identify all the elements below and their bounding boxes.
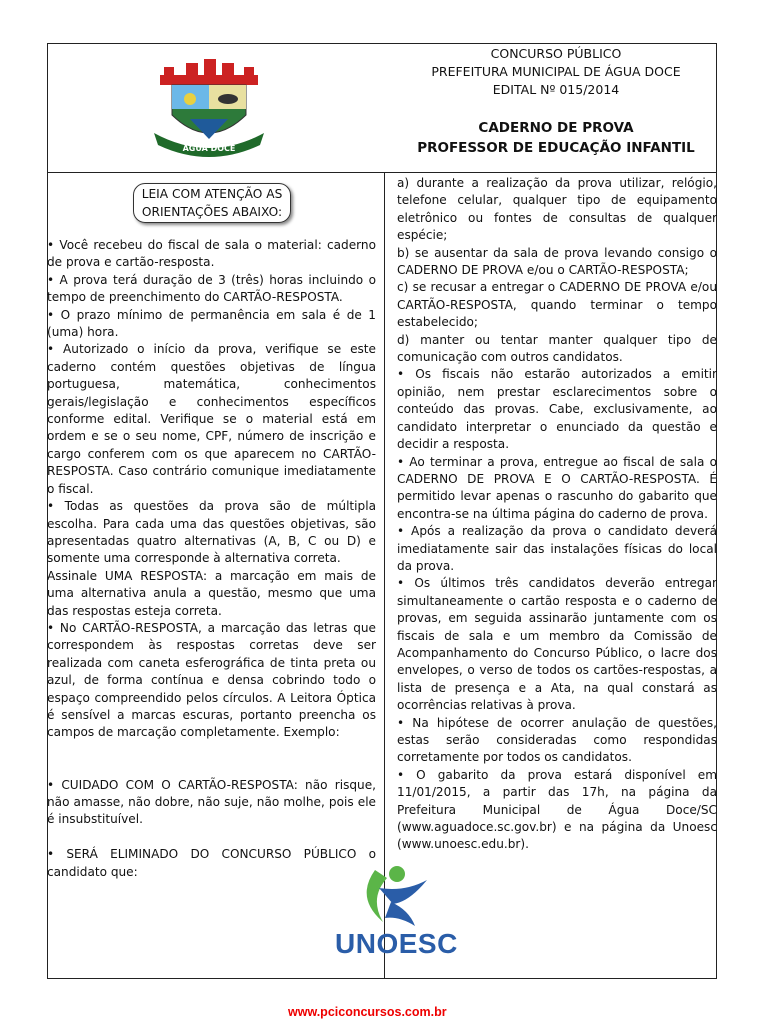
instruction-paragraph: c) se recusar a entregar o CADERNO DE PROVA e/ou CARTÃO-RESPOSTA, quando terminar o tempo estabelecido; xyxy=(397,280,717,330)
footer-url[interactable]: www.pciconcursos.com.br xyxy=(288,1005,447,1019)
instruction-paragraph: b) se ausentar da sala de prova levando consigo o CADERNO DE PROVA e/ou o CARTÃO-RESPOSTA; xyxy=(397,245,717,278)
instruction-paragraph: Assinale UMA RESPOSTA: a marcação em mais de uma alternativa anula a questão, mesmo que uma das respostas esteja correta. xyxy=(47,568,376,618)
instruction-paragraph: • SERÁ ELIMINADO DO CONCURSO PÚBLICO o candidato que: xyxy=(47,847,376,879)
instruction-paragraph: a) durante a realização da prova utilizar, relógio, telefone celular, qualquer tipo de equipamento eletrônico ou fontes de consultas de qualquer espécie; xyxy=(397,176,717,243)
right-column xyxy=(397,175,717,854)
header-divider xyxy=(47,172,717,173)
instruction-paragraph: • Na hipótese de ocorrer anulação de questões, estas serão consideradas como respondidas corretamente por todos os candidatos. xyxy=(397,715,717,765)
title-line-1: CADERNO DE PROVA xyxy=(478,120,634,136)
instruction-paragraph: • O prazo mínimo de permanência em sala é de 1 (uma) hora. xyxy=(47,307,376,340)
emblem-crown-icon xyxy=(160,75,258,85)
instruction-paragraph: • O gabarito da prova estará disponível em 11/01/2015, a partir das 17h, na página da Prefeitura Municipal de Água Doce/SC (www.aguadoce.sc.gov.br) e na página da Unoesc (www.unoesc.edu.br). xyxy=(397,767,717,852)
notice-box xyxy=(133,183,291,223)
instruction-paragraph: • Ao terminar a prova, entregue ao fiscal de sala o CADERNO DE PROVA E O CARTÃO-RESPOSTA. É permitido levar apenas o rascunho do gabarito que encontra-se na última página do caderno de prova. xyxy=(397,454,717,521)
instruction-paragraph: • Os fiscais não estarão autorizados a emitir opinião, nem prestar esclarecimentos sobre o conteúdo das provas. Cabe, exclusivamente, ao candidato interpretar o enunciado da questão e decidir a resposta. xyxy=(397,367,717,452)
instruction-paragraph: • A prova terá duração de 3 (três) horas incluindo o tempo de preenchimento do CARTÃO-RESPOSTA. xyxy=(47,272,376,305)
header-info xyxy=(386,45,726,99)
emblem-date-right: 1958 xyxy=(240,135,253,141)
instruction-paragraph: • Todas as questões da prova são de múltipla escolha. Para cada uma das questões objetivas, são apresentadas quatro alternativas (A, B, C ou D) e somente uma corresponde à alternativa correta. xyxy=(47,499,376,566)
instruction-paragraph: • No CARTÃO-RESPOSTA, a marcação das letras que correspondem às respostas corretas deve ser realizada com caneta esferográfica de tinta preta ou azul, de forma contínua e densa cobrindo todo o espaço compreendido pelos círculos. A Leitora Óptica é sensível a marcas escuras, portanto preencha os campos de marcação completamente. Exemplo: xyxy=(47,620,376,740)
instruction-paragraph: d) manter ou tentar manter qualquer tipo de comunicação com outros candidatos. xyxy=(397,332,717,365)
notice-line-2: ORIENTAÇÕES ABAIXO: xyxy=(141,205,283,219)
instruction-paragraph: • Autorizado o início da prova, verifique se este caderno contém questões objetivas de língua portuguesa, matemática, conhecimentos gerais/legislação e conhecimentos específicos conforme edital. Verifique se o material está em ordem e se o seu nome, CPF, número de inscrição e cargo conferem com os que aparecem no CARTÃO-RESPOSTA. Caso contrário comunique imediatamente o fiscal. xyxy=(47,342,376,496)
notice-line-1: LEIA COM ATENÇÃO AS xyxy=(141,187,283,201)
instruction-paragraph: • Após a realização da prova o candidato deverá imediatamente sair das instalações físicas do local da prova. xyxy=(397,524,717,573)
instruction-paragraph: • Você recebeu do fiscal de sala o material: caderno de prova e cartão-resposta. xyxy=(47,238,376,270)
header-line-2: PREFEITURA MUNICIPAL DE ÁGUA DOCE xyxy=(431,64,681,79)
emblem-date-left: 25 DE xyxy=(170,135,185,141)
instruction-paragraph: • Os últimos três candidatos deverão entregar simultaneamente o cartão resposta e o caderno de provas, em seguida assinarão juntamente com os fiscais de sala e um membro da Comissão de Acompanhamento do Concurso Público, o lacre dos envelopes, o verso de todos os cartões-respostas, a lista de presença e a Ata, na qual constará as ocorrências relativas à prova. xyxy=(397,576,717,713)
unoesc-figure-icon xyxy=(335,858,451,930)
header-title xyxy=(386,118,726,158)
unoesc-logo xyxy=(335,858,458,968)
left-column xyxy=(47,237,376,881)
emblem-banner-text: ÁGUA DOCE xyxy=(182,144,236,153)
instruction-paragraph: • CUIDADO COM O CARTÃO-RESPOSTA: não risque, não amasse, não dobre, não suje, não molhe, pois ele é insubstituível. xyxy=(47,777,376,827)
municipal-emblem xyxy=(150,53,268,159)
unoesc-logo-text: UNOESC xyxy=(335,928,458,959)
title-line-2: PROFESSOR DE EDUCAÇÃO INFANTIL xyxy=(417,140,695,156)
header-line-1: CONCURSO PÚBLICO xyxy=(490,46,622,61)
header-line-3: EDITAL Nº 015/2014 xyxy=(492,82,620,97)
